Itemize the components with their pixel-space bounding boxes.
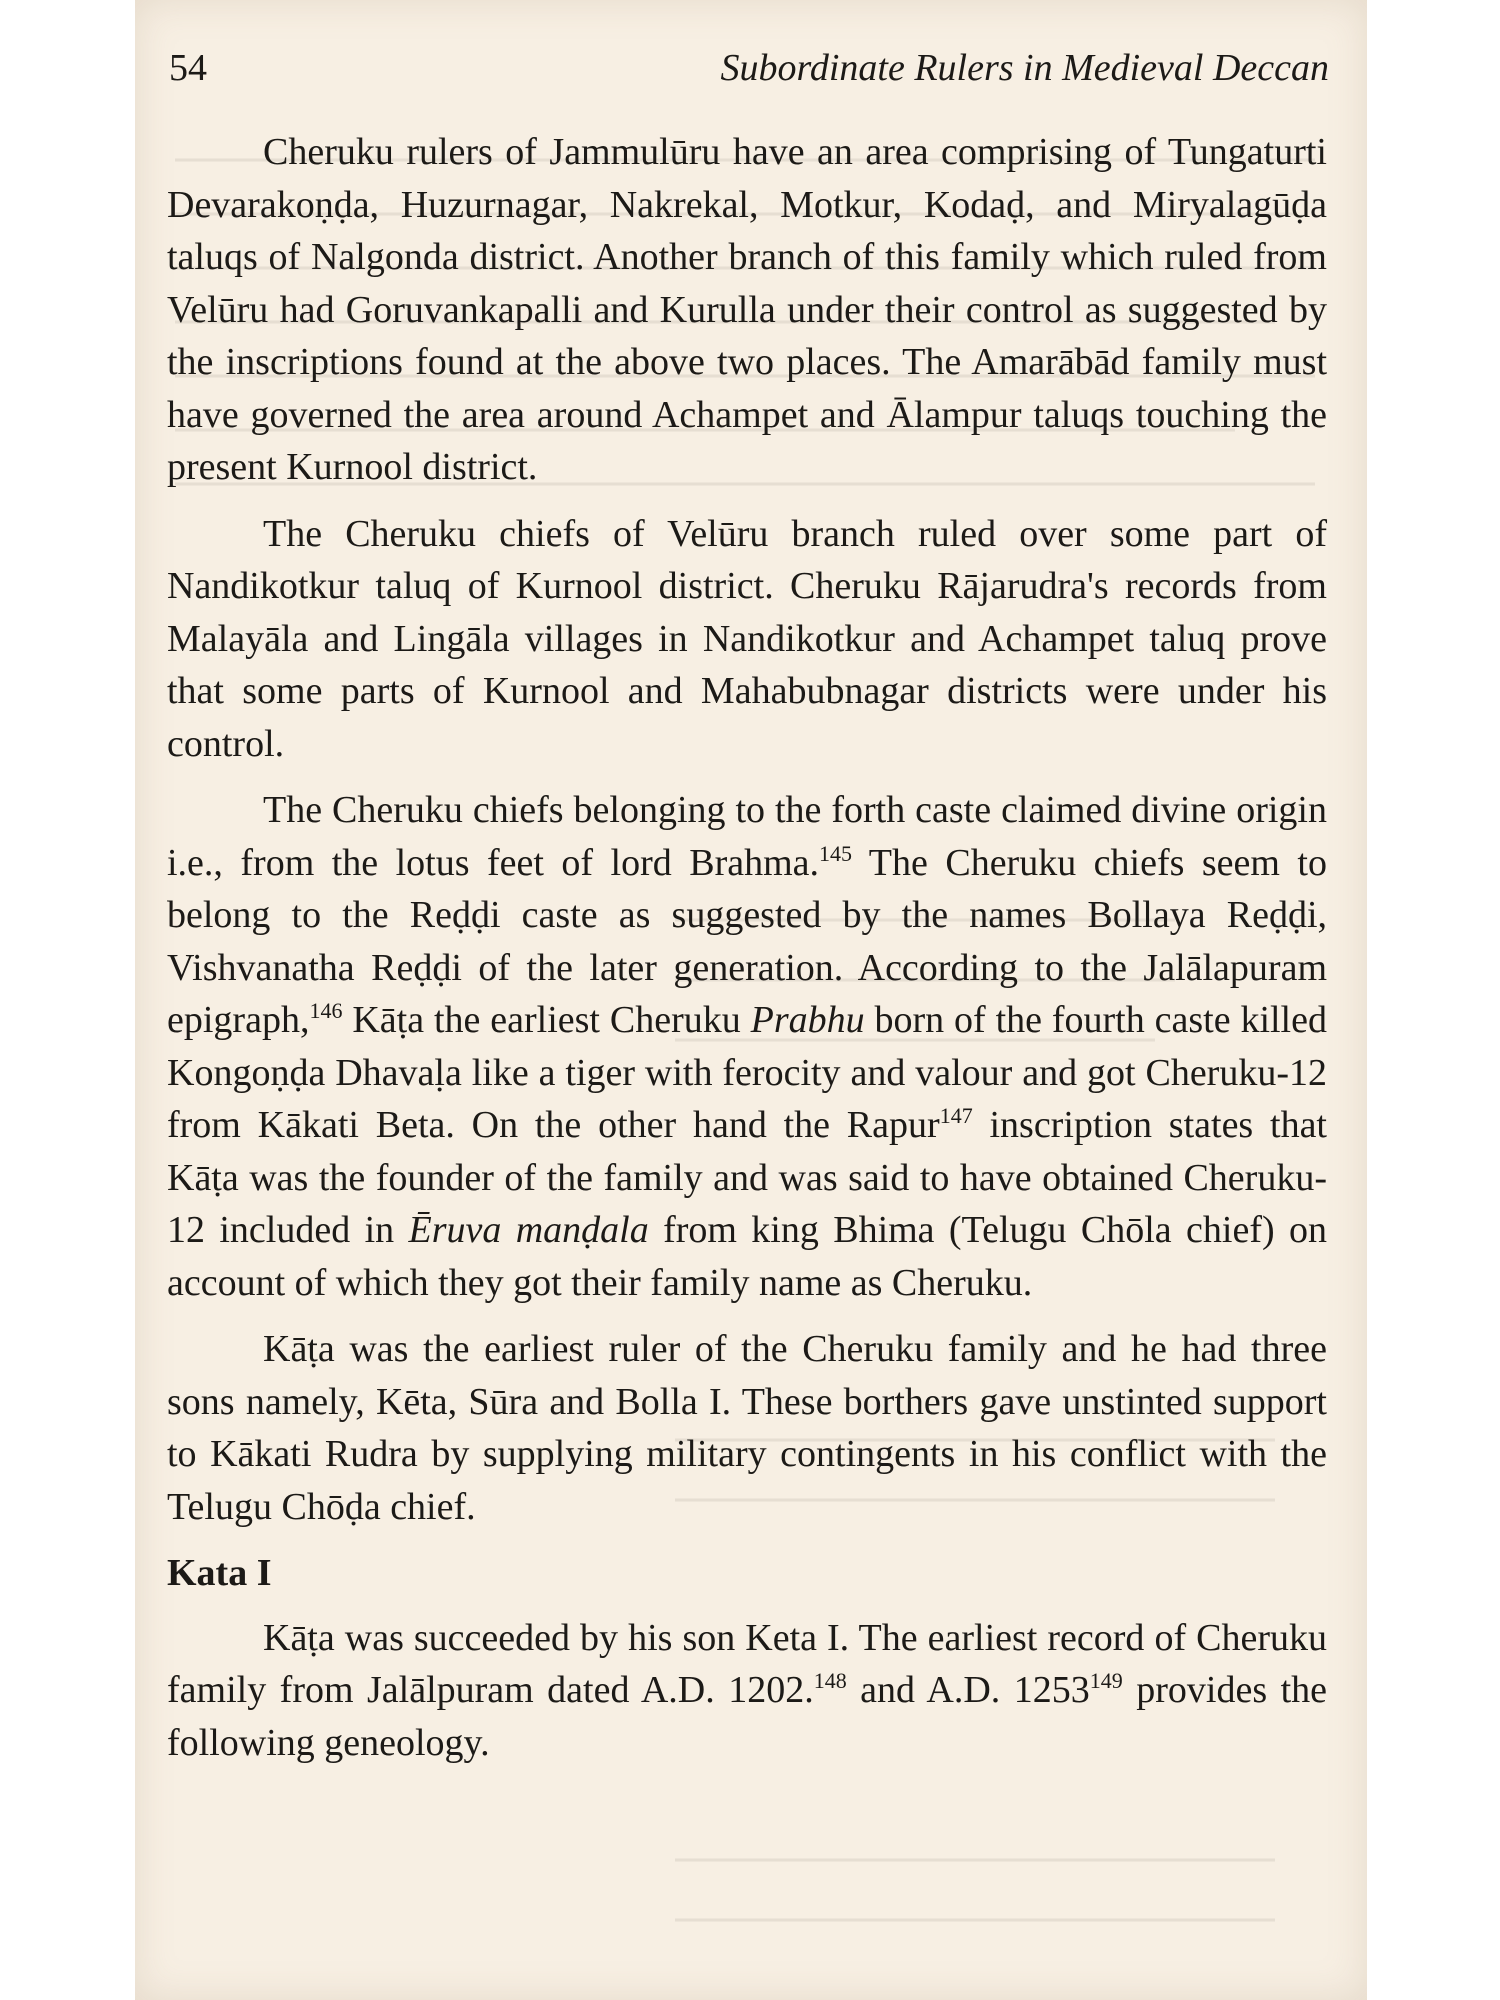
footnote-ref: 149 bbox=[1089, 1668, 1123, 1693]
text-run: and A.D. 1253 bbox=[846, 1669, 1090, 1711]
text-run: from king Bhima (Telugu Chōla chief) on account of which they got their family name as Cheruku. bbox=[167, 1209, 1327, 1304]
section-heading: Kata I bbox=[167, 1552, 272, 1594]
footnote-ref: 145 bbox=[819, 840, 853, 866]
footnote-ref: 146 bbox=[309, 998, 343, 1023]
page-number: 54 bbox=[169, 47, 207, 89]
text-run: inscription states that Kāṭa was the founder of the family and was said to have obtained Cheruku-12 included in bbox=[167, 1104, 1327, 1251]
running-title: Subordinate Rulers in Medieval Deccan bbox=[720, 47, 1329, 89]
page-header bbox=[169, 46, 1329, 96]
text-run: Kāṭa was succeeded by his son Keta I. The earliest record of Cheruku family from Jalālpuram dated A.D. 1202. bbox=[167, 1616, 1327, 1711]
paragraph bbox=[167, 126, 1327, 494]
text-run: Kāṭa was the earliest ruler of the Cheruku family and he had three sons namely, Kēta, Sūra and Bolla I. These borthers gave unstinted support to Kākati Rudra by supplying military contingents in his conflict with the Telugu Chōḍa chief. bbox=[167, 1328, 1327, 1528]
text-run: born of the fourth caste killed Kongoṇḍa Dhavaḷa like a tiger with ferocity and valour and got Cheruku-12 from Kākati Beta. On the other hand the Rapur bbox=[167, 999, 1327, 1146]
text-run: provides the following geneology. bbox=[167, 1669, 1327, 1764]
body-text bbox=[167, 126, 1327, 1783]
text-run: The Cheruku chiefs seem to belong to the Reḍḍi caste as suggested by the names Bollaya Reḍḍi, Vishvanatha Reḍḍi of the later generation. According to the Jalālapuram epigraph, bbox=[167, 841, 1327, 1041]
paragraph bbox=[167, 1323, 1327, 1533]
footnote-ref: 148 bbox=[813, 1668, 847, 1693]
text-run: Cheruku rulers of Jammulūru have an area comprising of Tungaturti Devarakoṇḍa, Huzurnagar, Nakrekal, Motkur, Kodaḍ, and Miryalagūḍa taluqs of Nalgonda district. Another branch of this family which ruled from Velūru had Goruvankapalli and Kurulla under their control as suggested by the inscriptions found at the above two places. The Amarābād family must have governed the area around Achampet and Ālampur taluqs touching the present Kurnool district. bbox=[167, 131, 1327, 488]
text-run: The Cheruku chiefs belonging to the forth caste claimed divine origin i.e., from the lotus feet of lord Brahma. bbox=[167, 789, 1327, 884]
book-page bbox=[135, 0, 1367, 2000]
footnote-ref: 147 bbox=[939, 1103, 973, 1128]
paragraph bbox=[167, 784, 1327, 1309]
text-run: The Cheruku chiefs of Velūru branch ruled over some part of Nandikotkur taluq of Kurnool district. Cheruku Rājarudra's records from Malayāla and Lingāla villages in Nandikotkur and Achampet taluq prove that some parts of Kurnool and Mahabubnagar districts were under his control. bbox=[167, 512, 1327, 765]
paragraph bbox=[167, 1612, 1327, 1770]
paragraph bbox=[167, 508, 1327, 771]
text-run: Kāṭa the earliest Cheruku bbox=[342, 999, 751, 1041]
italic-term: Ēruva manḍala bbox=[408, 1209, 649, 1251]
italic-term: Prabhu bbox=[750, 999, 865, 1041]
